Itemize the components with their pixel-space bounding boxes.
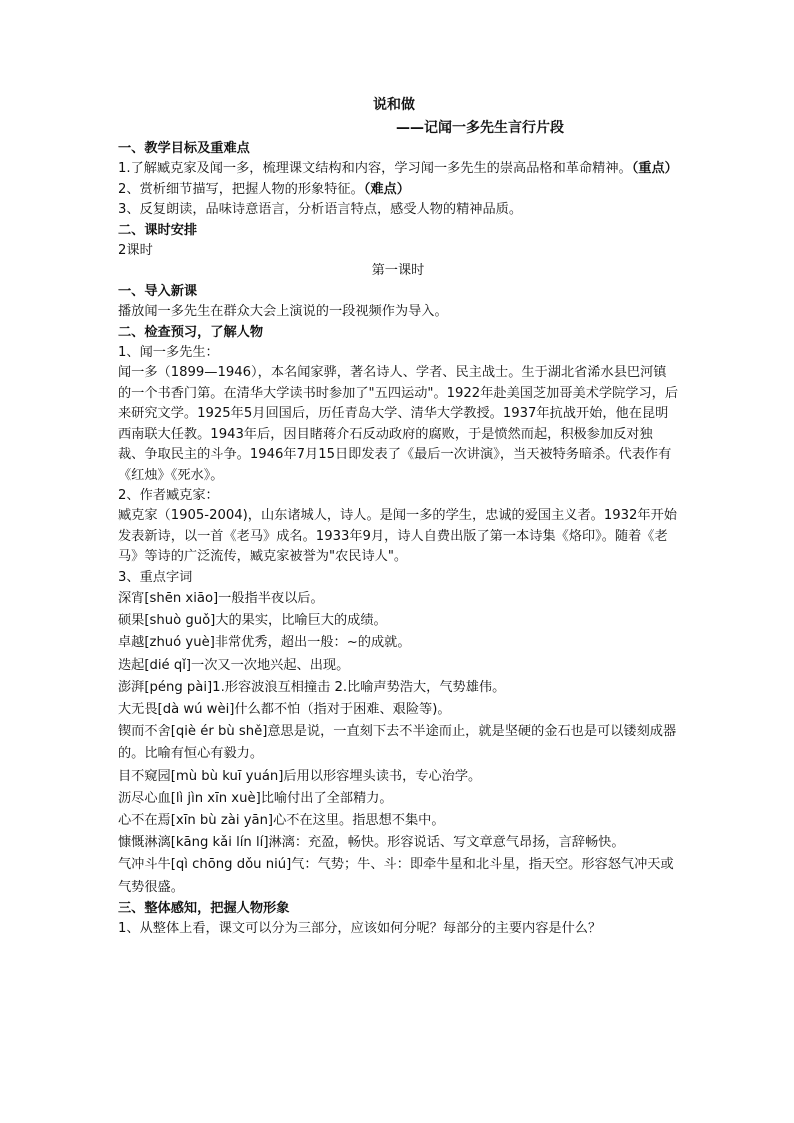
- vocab-item: 卓越[zhuó yuè]非常优秀，超出一般：~的成就。: [118, 635, 411, 651]
- vocab-item: 锲而不舍[qiè ér bù shě]意思是说，一直刻下去不半途而止，就是坚硬的金石也是可以镂刻成器的。比喻有恒心有毅力。: [118, 724, 677, 762]
- vocab-item: 澎湃[péng pài]1.形容波浪互相撞击 2.比喻声势浩大，气势雄伟。: [118, 679, 506, 695]
- doc-body: [118, 139, 678, 940]
- wen-yiduo-label: 1、闻一多先生：: [118, 345, 219, 361]
- section-heading-intro: 一、导入新课: [118, 283, 198, 299]
- doc-subtitle: ——记闻一多先生言行片段: [396, 120, 564, 136]
- key-point-mark: （重点）: [631, 161, 678, 177]
- vocab-item: 硕果[shuò guǒ]大的果实，比喻巨大的成绩。: [118, 613, 387, 629]
- goal-item-2: 2、赏析细节描写，把握人物的形象特征。（难点）: [118, 181, 410, 197]
- difficulty-mark: （难点）: [363, 181, 410, 197]
- section-heading-goals: 一、教学目标及重难点: [118, 141, 250, 156]
- vocab-label: 3、重点字词: [118, 569, 193, 585]
- question-1: 1、从整体上看，课文可以分为三部分，应该如何分呢？每部分的主要内容是什么？: [118, 921, 602, 937]
- vocab-item: 大无畏[dà wú wèi]什么都不怕（指对于困难、艰险等)。: [118, 701, 451, 717]
- vocab-list: [118, 588, 678, 899]
- vocab-item: 沥尽心血[lì jìn xīn xuè]比喻付出了全部精力。: [118, 790, 393, 806]
- vocab-item: 目不窥园[mù bù kuī yuán]后用以形容埋头读书，专心治学。: [118, 768, 482, 784]
- section-heading-overview: 三、整体感知，把握人物形象: [118, 900, 290, 916]
- doc-title: 说和做: [373, 97, 415, 113]
- section-heading-preview: 二、检查预习，了解人物: [118, 324, 264, 340]
- vocab-item: 慷慨淋漓[kāng kǎi lín lí]淋漓：充盈，畅快。形容说话、写文章意气昂扬，言辞畅快。: [118, 835, 625, 851]
- author-label: 2、作者臧克家：: [118, 487, 219, 503]
- vocab-item: 气冲斗牛[qì chōng dǒu niú]气：气势；牛、斗：即牵牛星和北斗星，指天空。形容怒气冲天或气势很盛。: [118, 857, 674, 895]
- goal-item-3: 3、反复朗读，品味诗意语言，分析语言特点，感受人物的精神品质。: [118, 202, 523, 218]
- vocab-item: 深宵[shēn xiāo]一般指半夜以后。: [118, 590, 324, 606]
- intro-text: 播放闻一多先生在群众大会上演说的一段视频作为导入。: [118, 304, 448, 320]
- author-bio: 臧克家（1905-2004)，山东诸城人，诗人。是闻一多的学生，忠诚的爱国主义者。1932年开始发表新诗，以一首《老马》成名。1933年9月，诗人自费出版了第一本诗集《烙印》。随着《老马》等诗的广泛流传，臧克家被誉为"农民诗人"。: [118, 508, 677, 565]
- wen-yiduo-bio: 闻一多（1899—1946），本名闻家骅，著名诗人、学者、民主战士。生于湖北省浠水县巴河镇的一个书香门第。在清华大学读书时参加了"五四运动"。1922年赴美国芝加哥美术学院学习，后来研究文学。1925年5月回国后，历任青岛大学、清华大学教授。1937年抗战开始，他在昆明西南联大任教。1943年后，因目睹蒋介石反动政府的腐败，于是愤然而起，积极参加反对独裁、争取民主的斗争。1946年7月15日即发表了《最后一次讲演》，当天被特务暗杀。代表作有《红烛》《死水》。: [118, 365, 679, 483]
- vocab-item: 迭起[dié qǐ]一次又一次地兴起、出现。: [118, 657, 350, 673]
- section-heading-schedule: 二、课时安排: [118, 222, 198, 238]
- schedule-hours: 2课时: [118, 243, 153, 259]
- goal-item-1: 1.了解臧克家及闻一多，梳理课文结构和内容，学习闻一多先生的崇高品格和革命精神。（重点）: [118, 161, 678, 177]
- lesson-label: 第一课时: [371, 263, 425, 279]
- vocab-item: 心不在焉[xīn bù zài yān]心不在这里。指思想不集中。: [118, 812, 445, 828]
